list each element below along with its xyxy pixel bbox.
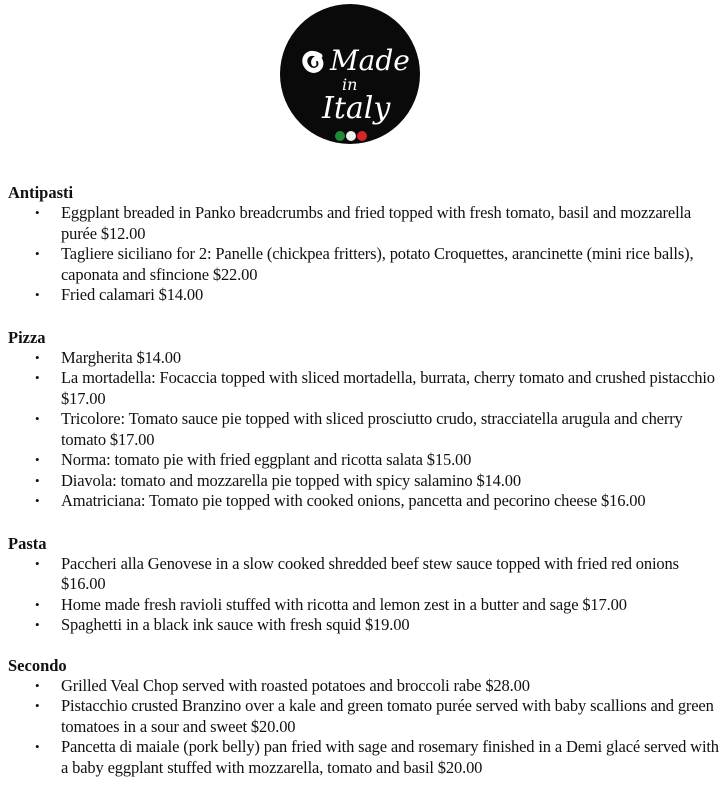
item-list <box>8 348 720 512</box>
bullet-icon: • <box>35 287 40 302</box>
swirl-icon <box>305 53 321 70</box>
bullet-icon: • <box>35 246 40 261</box>
logo-text-in: in <box>342 75 358 94</box>
menu-item <box>8 450 720 471</box>
menu-item-text: Amatriciana: Tomato pie topped with cooked onions, pancetta and pecorino cheese $16.00 <box>61 491 646 510</box>
menu-item-text: Fried calamari $14.00 <box>61 285 204 304</box>
section-title: Antipasti <box>8 183 74 202</box>
bullet-icon: • <box>35 493 40 508</box>
logo-text-italy: Italy <box>322 91 391 126</box>
menu-item <box>8 285 720 306</box>
menu-item <box>8 471 720 492</box>
menu-item <box>8 615 720 636</box>
white-dot-icon <box>346 131 356 141</box>
section-pizza <box>8 328 720 512</box>
bullet-icon: • <box>35 472 40 488</box>
menu-item-text: Eggplant breaded in Panko breadcrumbs and fried topped with fresh tomato, basil and mozzarella purée $12.00 <box>61 203 692 243</box>
logo-circle <box>280 4 420 144</box>
section-antipasti <box>8 183 720 306</box>
menu-item-text: Pistacchio crusted Branzino over a kale and green tomato purée served with baby scallions and green tomatoes in a sour and sweet $20.00 <box>61 696 714 736</box>
section-title: Pizza <box>8 327 46 347</box>
menu-item-text: Tricolore: Tomato sauce pie topped with sliced prosciutto crudo, stracciatella arugula and cherry tomato $17.00 <box>61 409 683 449</box>
item-list <box>8 554 720 636</box>
bullet-icon: • <box>35 205 40 220</box>
bullet-icon: • <box>35 411 40 426</box>
green-dot-icon <box>335 131 345 141</box>
menu-item <box>8 244 720 285</box>
menu-item-text: Home made fresh ravioli stuffed with ricotta and lemon zest in a butter and sage $17.00 <box>61 594 627 614</box>
menu-item <box>8 676 720 697</box>
menu-item <box>8 595 720 616</box>
menu-item-text: Diavola: tomato and mozzarella pie topped with spicy salamino $14.00 <box>61 470 521 490</box>
item-list <box>8 203 720 306</box>
menu-item <box>8 348 720 369</box>
logo-text-made: Made <box>330 44 410 77</box>
bullet-icon: • <box>35 596 40 612</box>
bullet-icon: • <box>35 555 40 571</box>
menu-item-text: Pancetta di maiale (pork belly) pan fried with sage and rosemary finished in a Demi glacé served with a baby eggplant stuffed with mozzarella, tomato and basil $20.00 <box>61 737 719 777</box>
bullet-icon: • <box>35 698 40 713</box>
section-pasta <box>8 534 720 636</box>
menu <box>8 183 720 778</box>
menu-item <box>8 203 720 244</box>
menu-item <box>8 554 720 595</box>
menu-item-text: La mortadella: Focaccia topped with sliced mortadella, burrata, cherry tomato and crushed pistacchio $17.00 <box>61 368 715 408</box>
menu-item-text: Grilled Veal Chop served with roasted potatoes and broccoli rabe $28.00 <box>61 675 530 695</box>
menu-item-text: Norma: tomato pie with fried eggplant and ricotta salata $15.00 <box>61 450 472 469</box>
section-title: Secondo <box>8 655 67 675</box>
menu-item <box>8 491 720 512</box>
menu-item-text: Spaghetti in a black ink sauce with fresh squid $19.00 <box>61 615 410 634</box>
red-dot-icon <box>357 131 367 141</box>
item-list <box>8 676 720 779</box>
bullet-icon: • <box>35 349 40 365</box>
bullet-icon: • <box>35 677 40 693</box>
menu-item <box>8 737 720 778</box>
bullet-icon: • <box>35 370 40 385</box>
menu-item-text: Tagliere siciliano for 2: Panelle (chickpea fritters), potato Croquettes, arancinette (mini rice balls), caponata and sfincione $22.00 <box>61 244 694 284</box>
menu-item <box>8 368 720 409</box>
section-title: Pasta <box>8 533 47 553</box>
bullet-icon: • <box>35 617 40 632</box>
section-secondo <box>8 656 720 779</box>
made-in-italy-logo <box>280 4 420 144</box>
logo-graphic <box>280 4 420 144</box>
menu-item <box>8 409 720 450</box>
menu-item-text: Margherita $14.00 <box>61 347 181 367</box>
bullet-icon: • <box>35 739 40 754</box>
menu-item <box>8 696 720 737</box>
menu-item-text: Paccheri alla Genovese in a slow cooked shredded beef stew sauce topped with fried red onions $16.00 <box>61 553 679 593</box>
bullet-icon: • <box>35 452 40 467</box>
